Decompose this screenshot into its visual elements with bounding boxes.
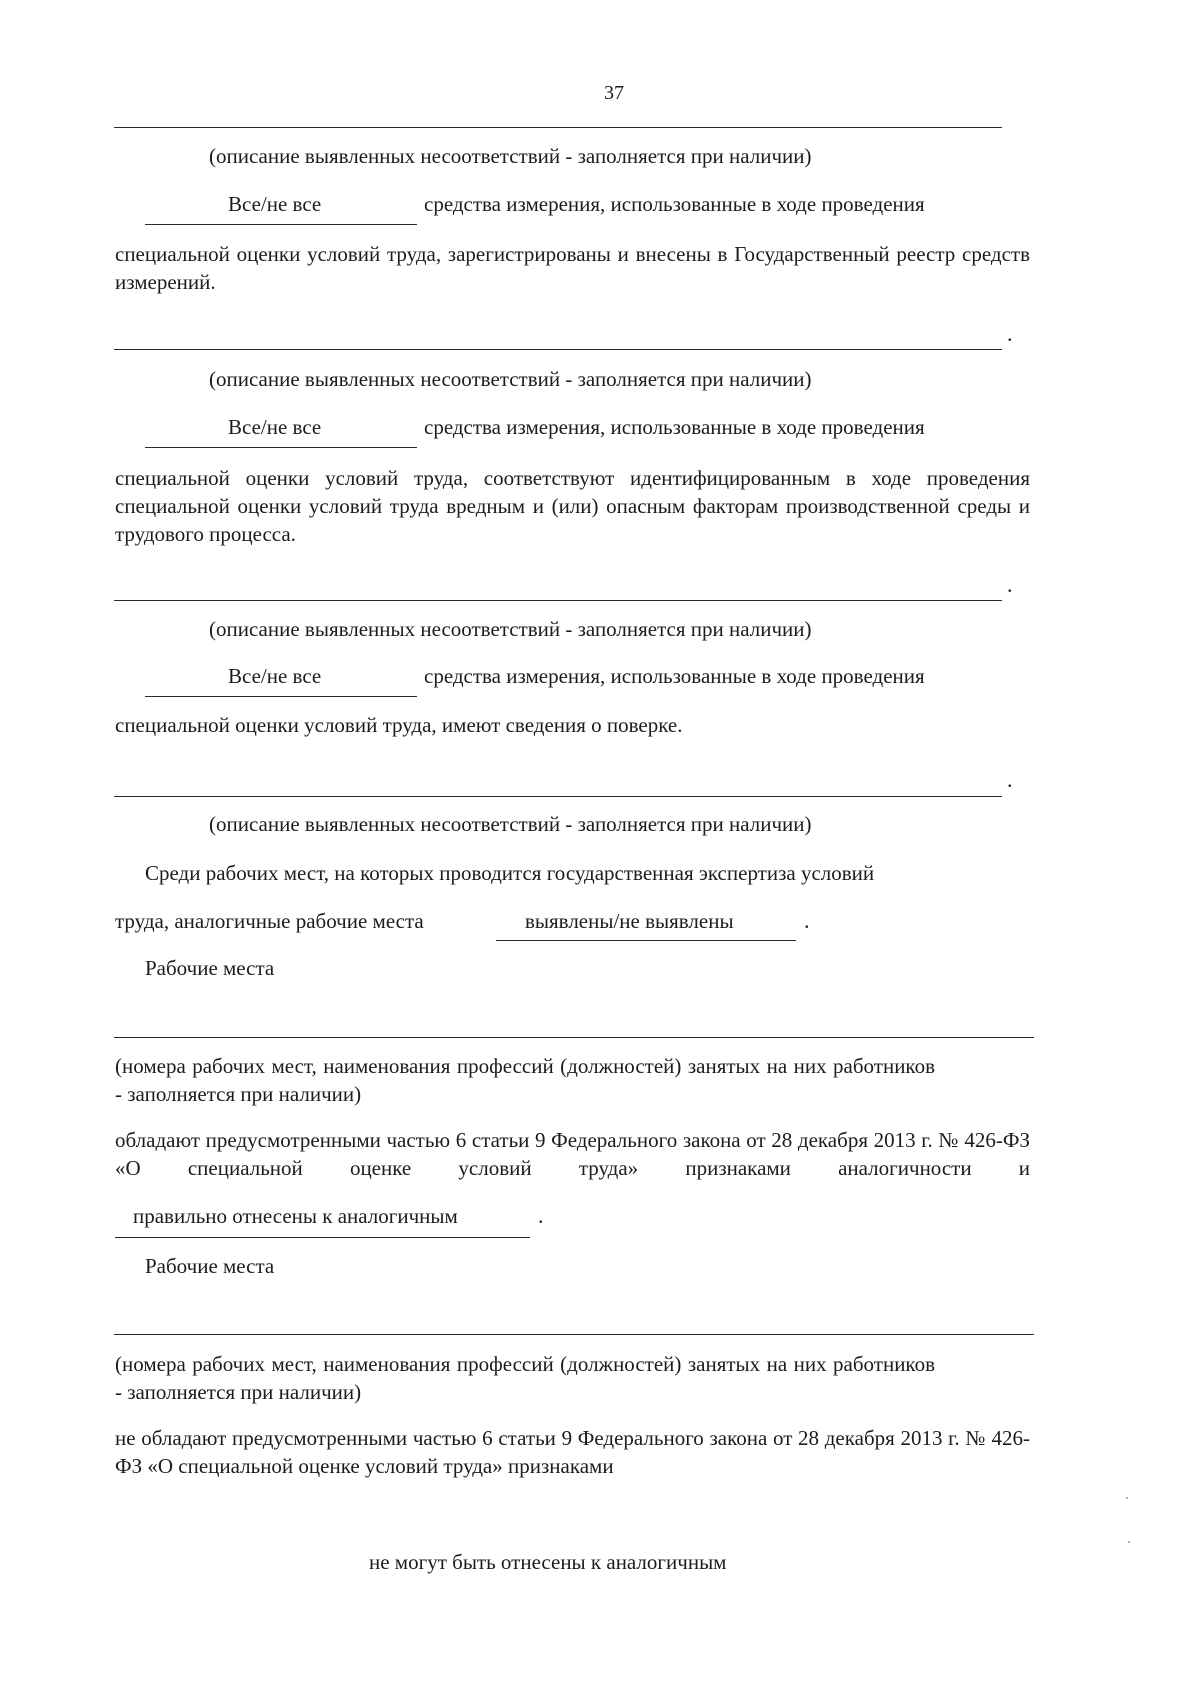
analog-have-text: обладают предусмотренными частью 6 статьи 9 Федерального закона от 28 декабря 2013 г. № 426-ФЗ «О специальной оценке условий труда» признаками аналогичности и bbox=[115, 1128, 1030, 1180]
sentence-end-dot: . bbox=[538, 1203, 544, 1228]
workplaces-label-1: Рабочие места bbox=[145, 956, 275, 980]
mismatch-line-3 bbox=[114, 796, 1002, 797]
mismatch-caption-3: (описание выявленных несоответствий - заполняется при наличии) bbox=[209, 812, 812, 836]
block3-choice: Все/не все bbox=[228, 664, 322, 688]
workplaces-line-1 bbox=[114, 1037, 1034, 1038]
workplaces-line-2 bbox=[114, 1334, 1034, 1335]
mismatch-caption-2: (описание выявленных несоответствий - заполняется при наличии) bbox=[209, 617, 812, 641]
mismatch-caption-1: (описание выявленных несоответствий - заполняется при наличии) bbox=[209, 367, 812, 391]
mismatch-line-2 bbox=[114, 600, 1002, 601]
block2-text: специальной оценки условий труда, соответствуют идентифицированным в ходе проведения специальной оценки условий труда вредным и (или) опасным факторам производственной среды и трудового процесса. bbox=[115, 466, 1030, 546]
block1-choice-underline bbox=[145, 224, 417, 225]
mismatch-line-1 bbox=[114, 349, 1002, 350]
analog-identified-choice: выявлены/не выявлены bbox=[525, 909, 734, 933]
mismatch-caption-0: (описание выявленных несоответствий - заполняется при наличии) bbox=[209, 144, 812, 168]
mismatch-line-0 bbox=[114, 127, 1002, 128]
line-end-dot: . bbox=[1007, 767, 1013, 792]
analog-correct-underline bbox=[115, 1237, 530, 1238]
block1-lead: средства измерения, использованные в ходе проведения bbox=[424, 192, 925, 216]
block3-text: специальной оценки условий труда, имеют сведения о поверке. bbox=[115, 713, 683, 737]
workplaces-caption-1: (номера рабочих мест, наименования профессий (должностей) занятых на них работников - заполняется при наличии) bbox=[115, 1054, 935, 1106]
block1-choice: Все/не все bbox=[228, 192, 322, 216]
analog-intro: Среди рабочих мест, на которых проводится государственная экспертиза условий bbox=[145, 861, 875, 885]
line-end-dot: . bbox=[1007, 321, 1013, 346]
analog-identified-underline bbox=[496, 940, 796, 941]
analog-not-have-text: не обладают предусмотренными частью 6 статьи 9 Федерального закона от 28 декабря 2013 г. № 426-ФЗ «О специальной оценке условий труда» признаками bbox=[115, 1426, 1030, 1478]
analog-line2-prefix: труда, аналогичные рабочие места bbox=[115, 909, 424, 933]
workplaces-caption-2: (номера рабочих мест, наименования профессий (должностей) занятых на них работников - заполняется при наличии) bbox=[115, 1352, 935, 1404]
analog-correct-choice: правильно отнесены к аналогичным bbox=[133, 1204, 458, 1228]
block2-lead: средства измерения, использованные в ходе проведения bbox=[424, 415, 925, 439]
page-number: 37 bbox=[604, 82, 624, 104]
scan-speck bbox=[1126, 1497, 1128, 1499]
analog-cannot-choice: не могут быть отнесены к аналогичным bbox=[369, 1550, 727, 1574]
block3-lead: средства измерения, использованные в ходе проведения bbox=[424, 664, 925, 688]
sentence-end-dot: . bbox=[804, 908, 810, 933]
block2-choice: Все/не все bbox=[228, 415, 322, 439]
workplaces-label-2: Рабочие места bbox=[145, 1254, 275, 1278]
line-end-dot: . bbox=[1007, 572, 1013, 597]
block3-choice-underline bbox=[145, 696, 417, 697]
scan-speck bbox=[1128, 1541, 1130, 1543]
block1-text: специальной оценки условий труда, зарегистрированы и внесены в Государственный реестр средств измерений. bbox=[115, 242, 1030, 294]
block2-choice-underline bbox=[145, 447, 417, 448]
